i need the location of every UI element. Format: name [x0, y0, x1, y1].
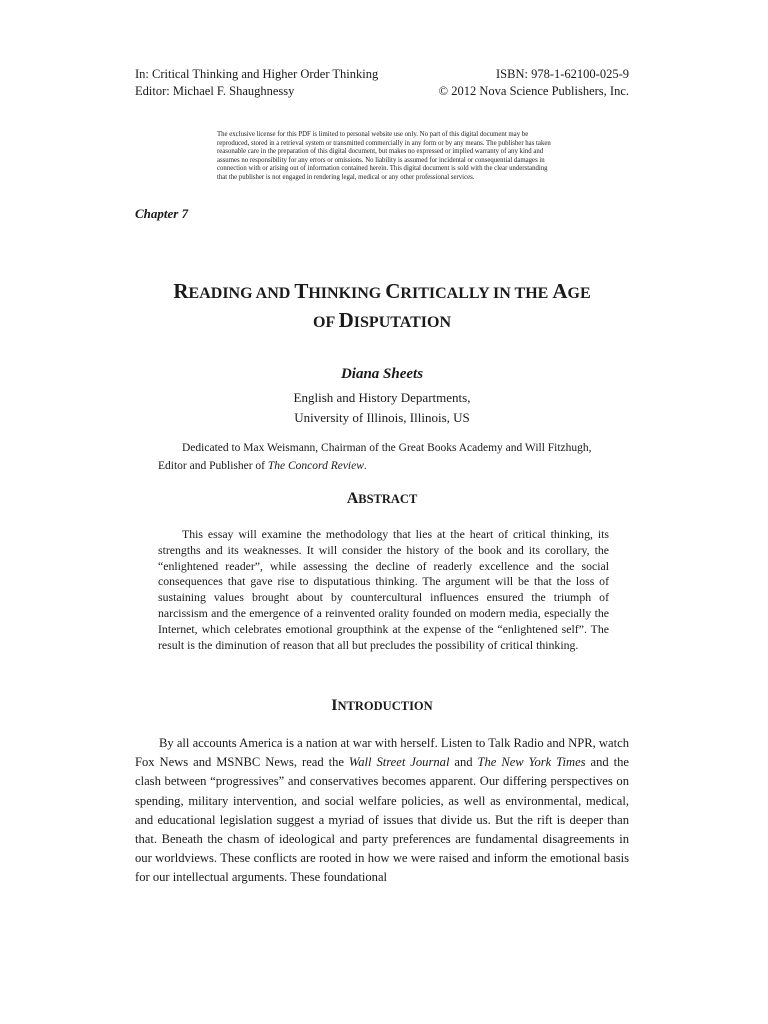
book-title-line: In: Critical Thinking and Higher Order Thinking — [135, 67, 379, 81]
introduction-paragraph: By all accounts America is a nation at war with herself. Listen to Talk Radio and NPR, watch Fox News and MSNBC News, read the Wall Street Journal and The New York Times and the clash between “progressives” and conservatives becomes apparent. Our differing perspectives on spending, military intervention, and social welfare policies, as well as environmental, medical, and educational legislation suggest a myriad of issues that divide us. But the rift is deeper than that. Beneath the chasm of ideological and party preferences are fundamental disagreements in our worldviews. These conflicts are rooted in how we were raised and inform the emotional basis for our intellectual arguments. These foundational — [135, 736, 629, 885]
license-notice: The exclusive license for this PDF is limited to personal website use only. No part of this digital document may be reproduced, stored in a retrieval system or transmitted commercially in any form or by any means. The publisher has taken reasonable care in the preparation of this digital document, but makes no expressed or implied warranty of any kind and assumes no responsibility for any errors or omissions. No liability is assumed for incidental or consequential damages in connection with or arising out of information contained herein. This digital document is sold with the clear understanding that the publisher is not engaged in rendering legal, medical or any other professional services. — [217, 131, 551, 181]
author-name: Diana Sheets — [340, 366, 424, 382]
running-header-left — [135, 66, 378, 100]
chapter-title — [135, 278, 629, 336]
copyright-line: © 2012 Nova Science Publishers, Inc. — [438, 84, 629, 98]
title-line-2: OF DISPUTATION — [313, 308, 451, 332]
author-affiliation — [135, 388, 629, 428]
running-header-right — [420, 66, 629, 100]
abstract-heading: ABSTRACT — [346, 490, 418, 507]
title-line-1: READING AND THINKING CRITICALLY IN THE AGE — [173, 279, 591, 303]
chapter-label: Chapter 7 — [135, 206, 189, 221]
abstract-text: This essay will examine the methodology that lies at the heart of critical thinking, its strengths and its weaknesses. It will consider the history of the book and its corollary, the “enlightened reader”, while assessing the decline of readerly excellence and the social consequences that gave rise to disputatious thinking. The argument will be that the loss of sustaining values brought about by countercultural influences ensured the triumph of narcissism and the emergence of a reinvented orality founded on modern media, especially the Internet, which celebrates emotional groupthink at the expense of the “enlightened self”. The result is the diminution of reason that all but precludes the possibility of critical thinking. — [158, 527, 609, 652]
department: English and History Departments, — [293, 390, 471, 405]
institution: University of Illinois, Illinois, US — [294, 410, 470, 425]
introduction-heading: INTRODUCTION — [331, 697, 433, 714]
publication-name: The Concord Review — [267, 460, 364, 472]
nyt-title: The New York Times — [477, 755, 586, 770]
wsj-title: Wall Street Journal — [348, 755, 450, 770]
editor-line: Editor: Michael F. Shaughnessy — [135, 84, 295, 98]
dedication: Dedicated to Max Weismann, Chairman of the Great Books Academy and Will Fitzhugh, Editor and Publisher of The Concord Review. — [158, 442, 592, 472]
isbn-line: ISBN: 978-1-62100-025-9 — [496, 67, 629, 81]
